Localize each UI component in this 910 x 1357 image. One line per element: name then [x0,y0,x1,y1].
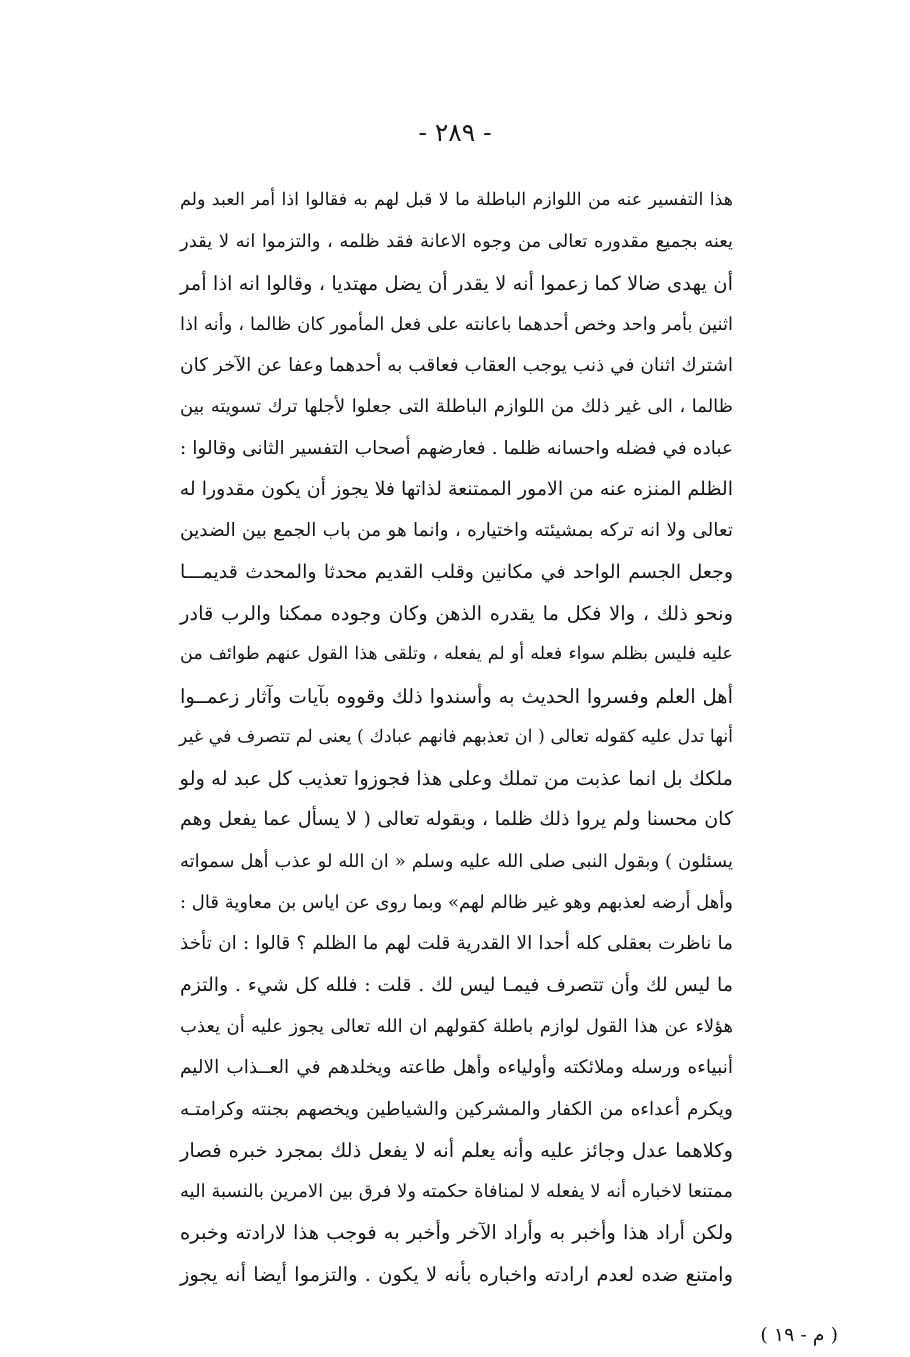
text-line: عليه فليس بظلم سواء فعله أو لم يفعله ، وتلقى هذا القول عنهم طوائف من [180,644,733,665]
text-line: الظلم المنزه عنه من الامور الممتنعة لذاتها فلا يجوز أن يكون مقدورا له [179,478,733,501]
text-line: أهل العلم وفسروا الحديث به وأسندوا ذلك وقووه بآيات وآثار زعمــوا [180,684,733,708]
text-line: وكلاهما عدل وجائز عليه وأنه يعلم أنه لا يفعل ذلك بمجرد خبره فصار [180,1138,733,1162]
text-line: كان محسنا ولم يروا ذلك ظلما ، وبقوله تعالى ( لا يسأل عما يفعل وهم [180,808,733,831]
body-text [180,180,733,1295]
text-line: يسئلون ) وبقول النبى صلى الله عليه وسلم « ان الله لو عذب أهل سمواته [180,850,733,872]
text-line: أنها تدل عليه كقوله تعالى ( ان تعذبهم فانهم عبادك ) يعنى لم تتصرف في غير [178,726,733,747]
text-line: ولكن أراد هذا وأخبر به وأراد الآخر وأخبر به فوجب هذا لارادته وخبره [180,1221,733,1245]
text-line: هذا التفسير عنه من اللوازم الباطلة ما لا قبل لهم به فقالوا اذا أمر العبد ولم [180,190,733,210]
text-line: اشترك اثنان في ذنب يوجب العقاب فعاقب به أحدهما وعفا عن الآخر كان [180,355,733,377]
text-line: ما ليس لك وأن تتصرف فيمـا ليس لك . قلت : فلله كل شيء . والتزم [180,973,733,996]
page-number: - ٢٨٩ - [418,118,492,147]
text-line: ملكك بل انما عذبت من تملك وعلى هذا فجوزوا تعذيب كل عبد له ولو [179,767,733,791]
text-line: ويكرم أعداءه من الكفار والمشركين والشياطين ويخصهم بجنته وكرامتـه [180,1098,733,1120]
text-line: وأهل أرضه لعذبهم وهو غير ظالم لهم» وبما روى عن اياس بن معاوية قال : [180,892,733,914]
text-line: تعالى ولا انه تركه بمشيئته واختياره ، وانما هو من باب الجمع بين الضدين [180,520,733,542]
text-line: اثنين بأمر واحد وخص أحدهما باعانته على فعل المأمور كان ظالما ، وأنه اذا [180,313,733,335]
text-line: ونحو ذلك ، والا فكل ما يقدره الذهن وكان وجوده ممكنا والرب قادر [180,601,733,625]
text-line: ظالما ، الى غير ذلك من اللوازم الباطلة التى جعلوا لأجلها ترك تسويته بين [180,396,733,418]
text-line: هؤلاء عن هذا القول لوازم باطلة كقولهم ان الله تعالى يجوز عليه أن يعذب [180,1015,733,1037]
text-line: عباده في فضله واحسانه ظلما . فعارضهم أصحاب التفسير الثانى وقالوا : [180,437,733,459]
text-line: أنبياءه ورسله وملائكته وأولياءه وأهل طاعته ويخلدهم في العــذاب الاليم [180,1057,733,1079]
text-line: وامتنع ضده لعدم ارادته واخباره بأنه لا يكون . والتزموا أيضا أنه يجوز [180,1262,733,1286]
text-line: ما ناظرت بعقلى كله أحدا الا القدرية قلت لهم ما الظلم ؟ قالوا : ان تأخذ [180,933,733,955]
text-line: وجعل الجسم الواحد في مكانين وقلب القديم محدثا والمحدث قديمـــا [180,560,733,583]
text-line: ممتنعا لاخباره أنه لا يفعله لا لمنافاة حكمته ولا فرق بين الامرين بالنسبة اليه [180,1181,733,1203]
text-line: يعنه بجميع مقدوره تعالى من وجوه الاعانة فقد ظلمه ، والتزموا انه لا يقدر [180,231,733,253]
text-line: أن يهدى ضالا كما زعموا أنه لا يقدر أن يضل مهتديا ، وقالوا انه اذا أمر [180,271,733,295]
signature-mark: ( م - ١٩ ) [760,1324,838,1346]
